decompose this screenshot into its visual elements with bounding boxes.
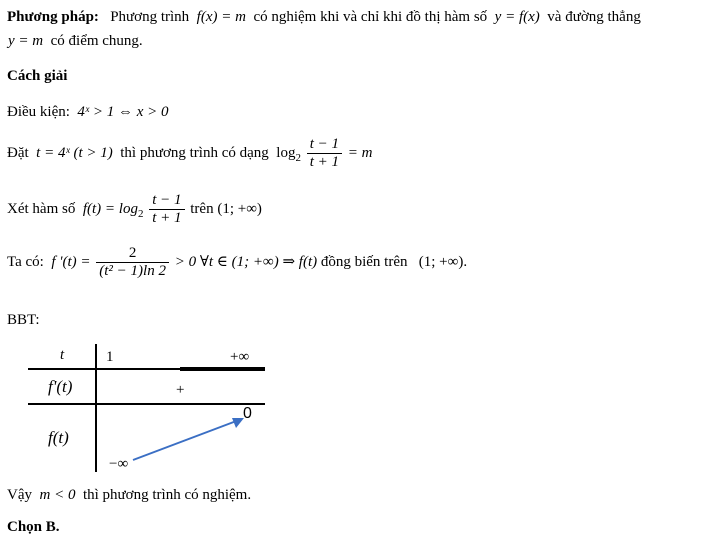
set-expr: t = 4ˣ (t > 1)	[36, 144, 113, 161]
method-heading: Phương pháp:	[7, 9, 99, 25]
consider-f: f(t) = log	[82, 200, 138, 217]
table-t-label: t	[60, 347, 65, 363]
have-label: Ta có:	[7, 253, 44, 270]
fraction-numerator: t − 1	[307, 136, 342, 154]
solution-heading: Cách giải	[7, 68, 68, 84]
table-t-end: +∞	[230, 349, 250, 365]
table-f-label: f(t)	[48, 428, 69, 447]
table-f-end: 0	[243, 405, 252, 422]
table-deriv-label: f'(t)	[48, 377, 73, 396]
consider-log-base: 2	[137, 207, 144, 220]
table-deriv-sign: +	[176, 382, 185, 398]
condition-label: Điều kiện:	[7, 104, 70, 120]
consider-interval: (1; +∞)	[217, 200, 262, 217]
derivative-lhs: f '(t) =	[51, 253, 91, 270]
method-eq-3: y = m	[8, 33, 44, 49]
derivative-numerator: 2	[96, 245, 169, 263]
consider-label: Xét hàm số	[7, 200, 76, 217]
consider-denominator: t + 1	[152, 210, 182, 226]
conclusion-line	[7, 487, 251, 504]
derivative-interval: (1; +∞).	[418, 253, 468, 270]
method-text-1: Phương trình	[110, 9, 190, 25]
method-text-2: có nghiệm khi và chỉ khi đồ thị hàm số	[253, 9, 488, 25]
consider-numerator: t − 1	[149, 192, 184, 210]
table-t-start: 1	[106, 349, 114, 365]
table-f-start: −∞	[109, 456, 129, 472]
conclusion-post: thì phương trình có nghiệm.	[82, 487, 252, 503]
log-base: 2	[295, 151, 301, 164]
method-eq-2: y = f(x)	[494, 9, 540, 25]
method-text-4: có điểm chung.	[50, 33, 143, 49]
set-mid: thì phương trình có dạng	[120, 144, 269, 161]
bbt-label: BBT:	[7, 312, 40, 328]
derivative-post: đồng biến trên	[320, 253, 408, 270]
derivative-rhs: > 0 ∀t ∈ (1; +∞) ⇒ f(t)	[174, 253, 318, 270]
answer: Chọn B.	[7, 519, 60, 535]
log-word: log	[276, 144, 296, 161]
conclusion-expr: m < 0	[39, 487, 76, 503]
method-eq-1: f(x) = m	[196, 9, 246, 25]
set-label: Đặt	[7, 144, 29, 161]
condition-expr: 4ˣ > 1 ⇔ x > 0	[77, 104, 169, 120]
equals-m: = m	[347, 144, 373, 161]
method-text-3: và đường thẳng	[547, 9, 641, 25]
consider-post: trên	[190, 200, 214, 217]
conclusion-pre: Vậy	[7, 487, 32, 503]
derivative-denominator: (t² − 1)ln 2	[99, 263, 166, 279]
increasing-arrow	[133, 420, 239, 460]
fraction-denominator: t + 1	[309, 154, 339, 170]
